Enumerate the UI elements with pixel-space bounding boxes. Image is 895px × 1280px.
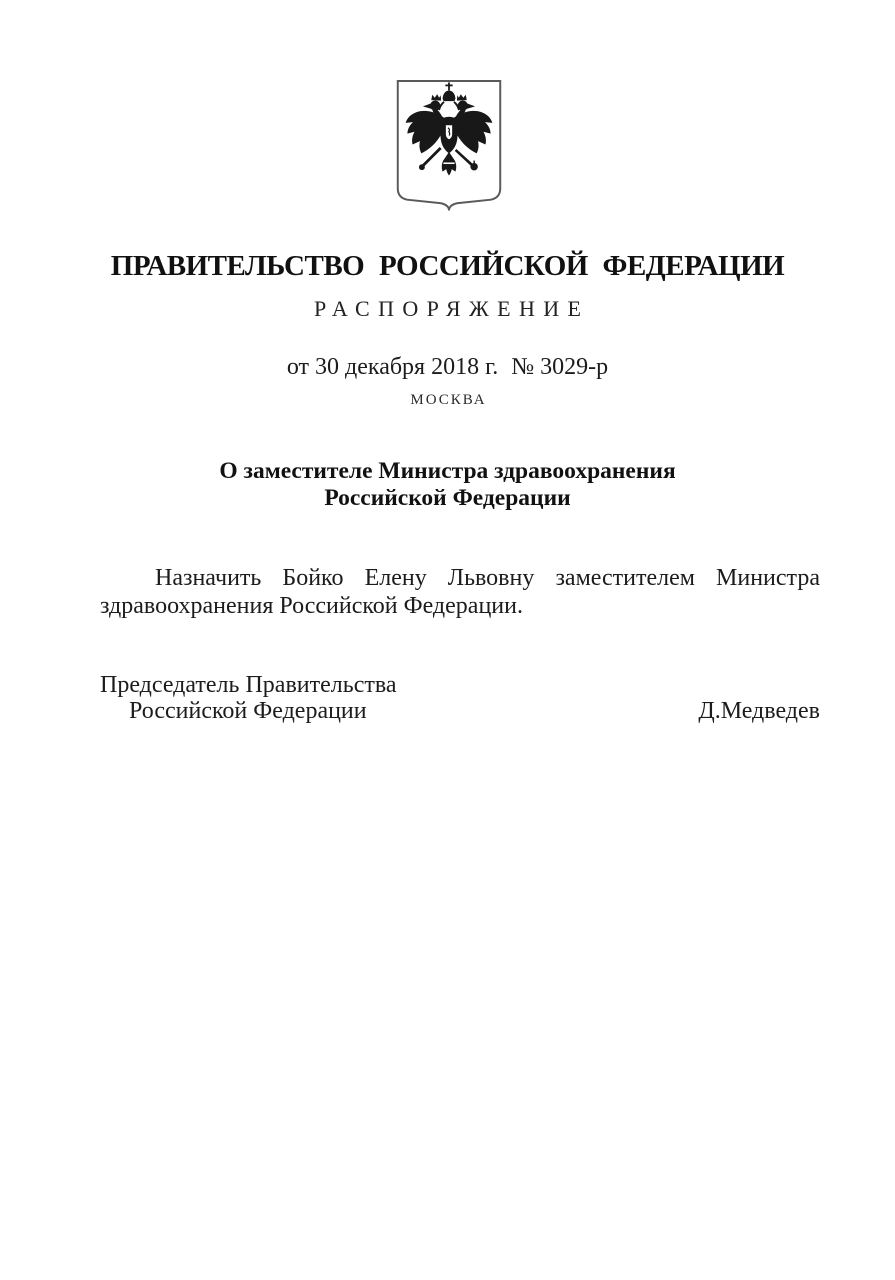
doc-number: № 3029-р (511, 354, 609, 380)
signer-position-line-2: Российской Федерации (129, 697, 367, 724)
date-number-line (0, 353, 895, 381)
doc-type-heading: РАСПОРЯЖЕНИЕ (314, 296, 590, 321)
russian-coat-of-arms-icon (395, 79, 503, 213)
document-title-line-1: О заместителе Министра здравоохранения (219, 458, 676, 484)
city-label: МОСКВА (410, 392, 487, 408)
government-header: ПРАВИТЕЛЬСТВО РОССИЙСКОЙ ФЕДЕРАЦИИ (110, 250, 785, 282)
body-paragraph: Назначить Бойко Елену Львовну заместителем Министра здравоохранения Российской Федерации. (100, 565, 820, 619)
signature-block (100, 673, 820, 724)
signature-line-2 (100, 699, 820, 725)
signer-name: Д.Медведев (698, 697, 820, 724)
document-title-line-2: Российской Федерации (324, 485, 571, 511)
emblem-box (395, 79, 503, 213)
doc-date: от 30 декабря 2018 г. (286, 354, 499, 380)
document-title (0, 458, 895, 512)
signer-position-line-1: Председатель Правительства (100, 672, 397, 698)
